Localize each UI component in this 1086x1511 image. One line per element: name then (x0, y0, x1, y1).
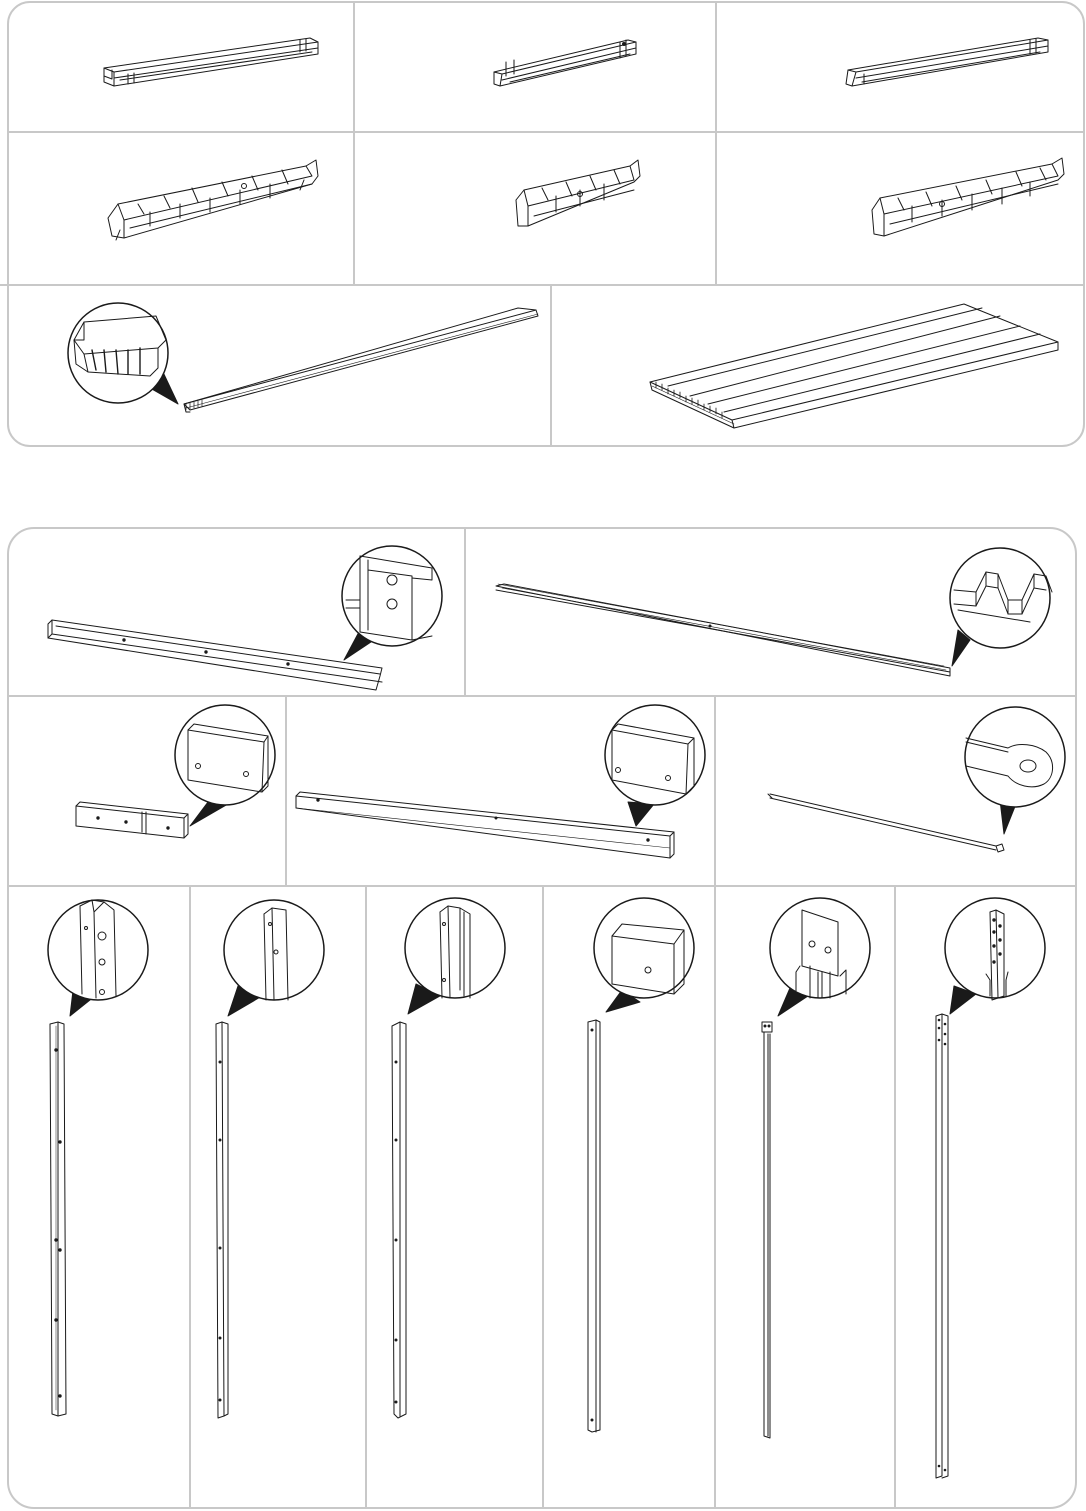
c-channel-detail-magnifier (342, 546, 442, 660)
post-a-detail-magnifier (48, 900, 148, 1016)
steel-c-channel-beam (48, 620, 382, 690)
long-box-detail-magnifier (605, 705, 705, 826)
gable-top-c (872, 158, 1064, 236)
short-box-detail-magnifier (175, 705, 275, 826)
perforated-post-detail-magnifier (945, 898, 1045, 1014)
post-b-detail-magnifier (224, 900, 324, 1016)
grooved-wall-panel (650, 304, 1058, 428)
roof-ridge-beam-b (494, 40, 636, 86)
square-tube-post (588, 1020, 600, 1432)
roof-ridge-beam-c (846, 38, 1048, 86)
post-c-detail-magnifier (405, 898, 505, 1014)
diagonal-tension-rod (768, 794, 1004, 852)
roof-profile-detail-magnifier (950, 548, 1052, 666)
plate-top-detail-magnifier (770, 898, 870, 1016)
corner-post-b (216, 1022, 228, 1418)
metal-parts-panel (8, 528, 1076, 1508)
floor-board-detail-magnifier (68, 303, 178, 404)
single-floor-board (184, 308, 538, 412)
plastic-parts-panel (0, 2, 1084, 446)
plate-top-post (762, 1022, 772, 1438)
gable-top-b (516, 160, 640, 226)
corner-post-c (392, 1022, 406, 1418)
tension-rod-detail-magnifier (965, 707, 1065, 834)
long-box-beam (296, 792, 674, 858)
gable-top-a (108, 160, 318, 240)
roof-ridge-beam-a (104, 38, 318, 86)
short-box-beam (76, 802, 188, 838)
corner-post-a (50, 1022, 66, 1416)
perforated-post (936, 1014, 948, 1478)
steel-roof-profile-bar (496, 584, 950, 676)
square-tube-detail-magnifier (594, 898, 694, 1012)
